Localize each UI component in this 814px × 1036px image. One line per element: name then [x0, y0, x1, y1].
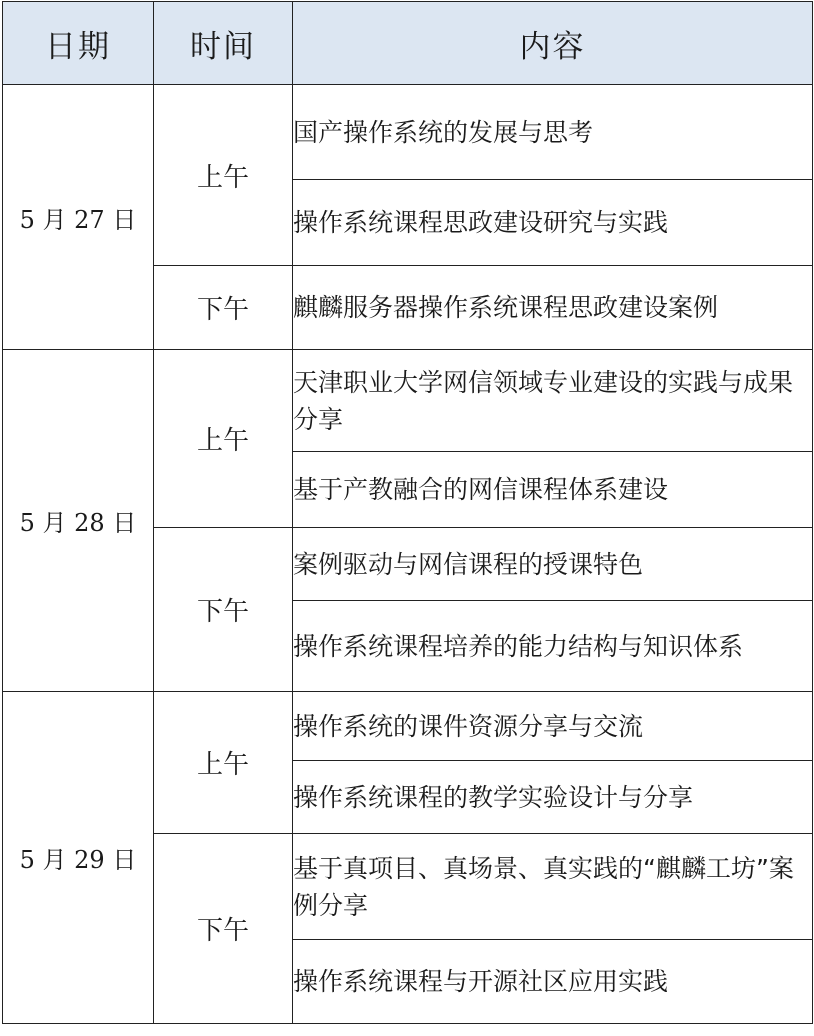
- content-cell: 基于真项目、真场景、真实践的“麒麟工坊”案例分享: [293, 834, 813, 940]
- period-cell: 上午: [154, 350, 293, 528]
- content-cell: 麒麟服务器操作系统课程思政建设案例: [293, 266, 813, 350]
- content-cell: 国产操作系统的发展与思考: [293, 85, 813, 180]
- content-cell: 操作系统的课件资源分享与交流: [293, 692, 813, 761]
- period-cell: 下午: [154, 266, 293, 350]
- content-cell: 操作系统课程的教学实验设计与分享: [293, 761, 813, 834]
- content-cell: 案例驱动与网信课程的授课特色: [293, 528, 813, 601]
- table-row: [3, 350, 813, 452]
- header-time: 时间: [154, 2, 293, 85]
- header-content: 内容: [293, 2, 813, 85]
- period-cell: 下午: [154, 528, 293, 692]
- period-cell: 上午: [154, 85, 293, 266]
- period-cell: 上午: [154, 692, 293, 834]
- header-row: [3, 2, 813, 85]
- header-date: 日期: [3, 2, 154, 85]
- date-cell: 5 月 28 日: [3, 350, 154, 692]
- content-cell: 操作系统课程与开源社区应用实践: [293, 940, 813, 1024]
- content-cell: 操作系统课程思政建设研究与实践: [293, 180, 813, 266]
- schedule-table: [2, 1, 813, 1024]
- period-cell: 下午: [154, 834, 293, 1024]
- table-row: [3, 692, 813, 761]
- content-cell: 操作系统课程培养的能力结构与知识体系: [293, 601, 813, 692]
- content-cell: 基于产教融合的网信课程体系建设: [293, 452, 813, 528]
- date-cell: 5 月 27 日: [3, 85, 154, 350]
- content-cell: 天津职业大学网信领域专业建设的实践与成果分享: [293, 350, 813, 452]
- date-cell: 5 月 29 日: [3, 692, 154, 1024]
- table-row: [3, 85, 813, 180]
